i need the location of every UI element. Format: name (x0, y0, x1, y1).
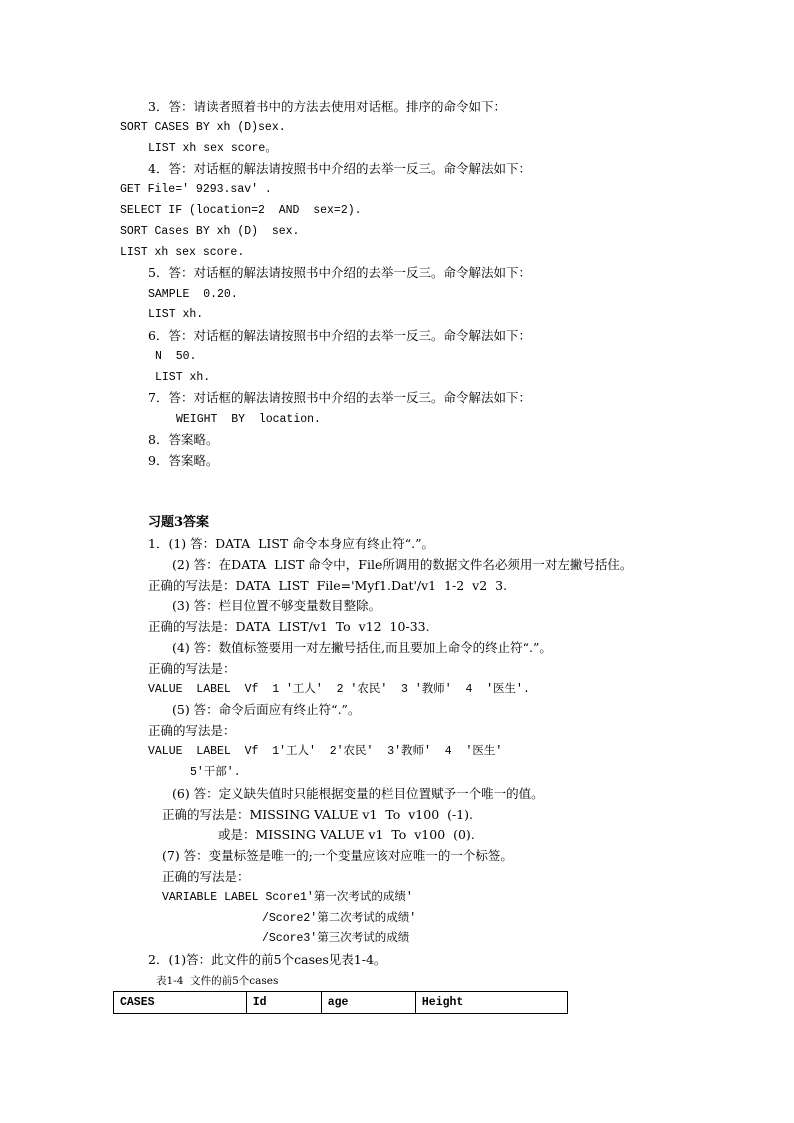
code-line: /Score3'第三次考试的成绩 (262, 932, 410, 945)
table-header-row (114, 992, 568, 1014)
code-line: VALUE LABEL Vf 1 '工人' 2 '农民' 3 '教师' 4 '医生'. (148, 683, 530, 696)
code-line: SELECT IF (location=2 AND sex=2). (120, 204, 362, 217)
answer-7-line: 7．答：对话框的解法请按照书中介绍的去举一反三。命令解法如下： (148, 390, 531, 405)
code-line: SAMPLE 0.20. (148, 288, 238, 301)
text-line: (6) 答：定义缺失值时只能根据变量的栏目位置赋予一个唯一的值。 (172, 786, 544, 801)
text-line: 1．(1) 答：DATA LIST 命令本身应有终止符“.”。 (148, 536, 434, 551)
answer-8-line: 8．答案略。 (148, 432, 219, 447)
code-line: LIST xh. (155, 371, 211, 384)
code-line: GET File=' 9293.sav' . (120, 183, 272, 196)
text-line: (3) 答：栏目位置不够变量数目整除。 (172, 598, 382, 613)
code-line: VARIABLE LABEL Score1'第一次考试的成绩' (162, 891, 413, 904)
answer-3-line: 3．答：请读者照着书中的方法去使用对话框。排序的命令如下： (148, 99, 506, 114)
text-line: (4) 答：数值标签要用一对左撇号括住,而且要加上命令的终止符“.”。 (172, 640, 552, 655)
text-line: 2．(1)答：此文件的前5个cases见表1-4。 (148, 952, 387, 967)
answer-5-line: 5．答：对话框的解法请按照书中介绍的去举一反三。命令解法如下： (148, 265, 531, 280)
text-line: (2) 答：在DATA LIST 命令中，File所调用的数据文件名必须用一对左撇号括住。 (172, 557, 633, 572)
text-line: 正确的写法是：MISSING VALUE v1 To v100 (-1). (162, 807, 474, 822)
code-line: LIST xh sex score. (120, 246, 245, 259)
text-line: 正确的写法是： (148, 661, 236, 676)
column-header: Id (246, 992, 321, 1014)
text-line: 正确的写法是：DATA LIST/v1 To v12 10-33. (148, 619, 430, 634)
answer-4-line: 4．答：对话框的解法请按照书中介绍的去举一反三。命令解法如下： (148, 161, 531, 176)
answer-9-line: 9．答案略。 (148, 453, 219, 468)
section-heading: 习题3答案 (148, 515, 210, 530)
code-line: /Score2'第二次考试的成绩' (262, 912, 417, 925)
code-line: SORT Cases BY xh (D) sex. (120, 225, 300, 238)
code-line: 5'干部'. (190, 766, 241, 779)
column-header: Height (415, 992, 567, 1014)
text-line: 或是：MISSING VALUE v1 To v100 (0). (218, 827, 475, 842)
column-header: age (321, 992, 415, 1014)
code-line: SORT CASES BY xh (D)sex. (120, 121, 286, 134)
column-header: CASES (114, 992, 247, 1014)
text-line: (7) 答：变量标签是唯一的;一个变量应该对应唯一的一个标签。 (162, 848, 513, 863)
code-line: LIST xh. (148, 308, 204, 321)
cases-table (113, 991, 568, 1014)
text-line: 正确的写法是：DATA LIST File='Myf1.Dat'/v1 1-2 v2 3. (148, 578, 508, 593)
answer-6-line: 6．答：对话框的解法请按照书中介绍的去举一反三。命令解法如下： (148, 328, 531, 343)
code-line: WEIGHT BY location. (176, 413, 321, 426)
table-caption: 表1-4 文件的前5个cases (156, 975, 279, 987)
code-line: LIST xh sex score。 (148, 142, 277, 155)
code-line: VALUE LABEL Vf 1'工人' 2'农民' 3'教师' 4 '医生' (148, 745, 503, 758)
text-line: (5) 答：命令后面应有终止符“.”。 (172, 702, 361, 717)
text-line: 正确的写法是： (162, 869, 250, 884)
text-line: 正确的写法是： (148, 723, 236, 738)
code-line: N 50. (155, 350, 197, 363)
